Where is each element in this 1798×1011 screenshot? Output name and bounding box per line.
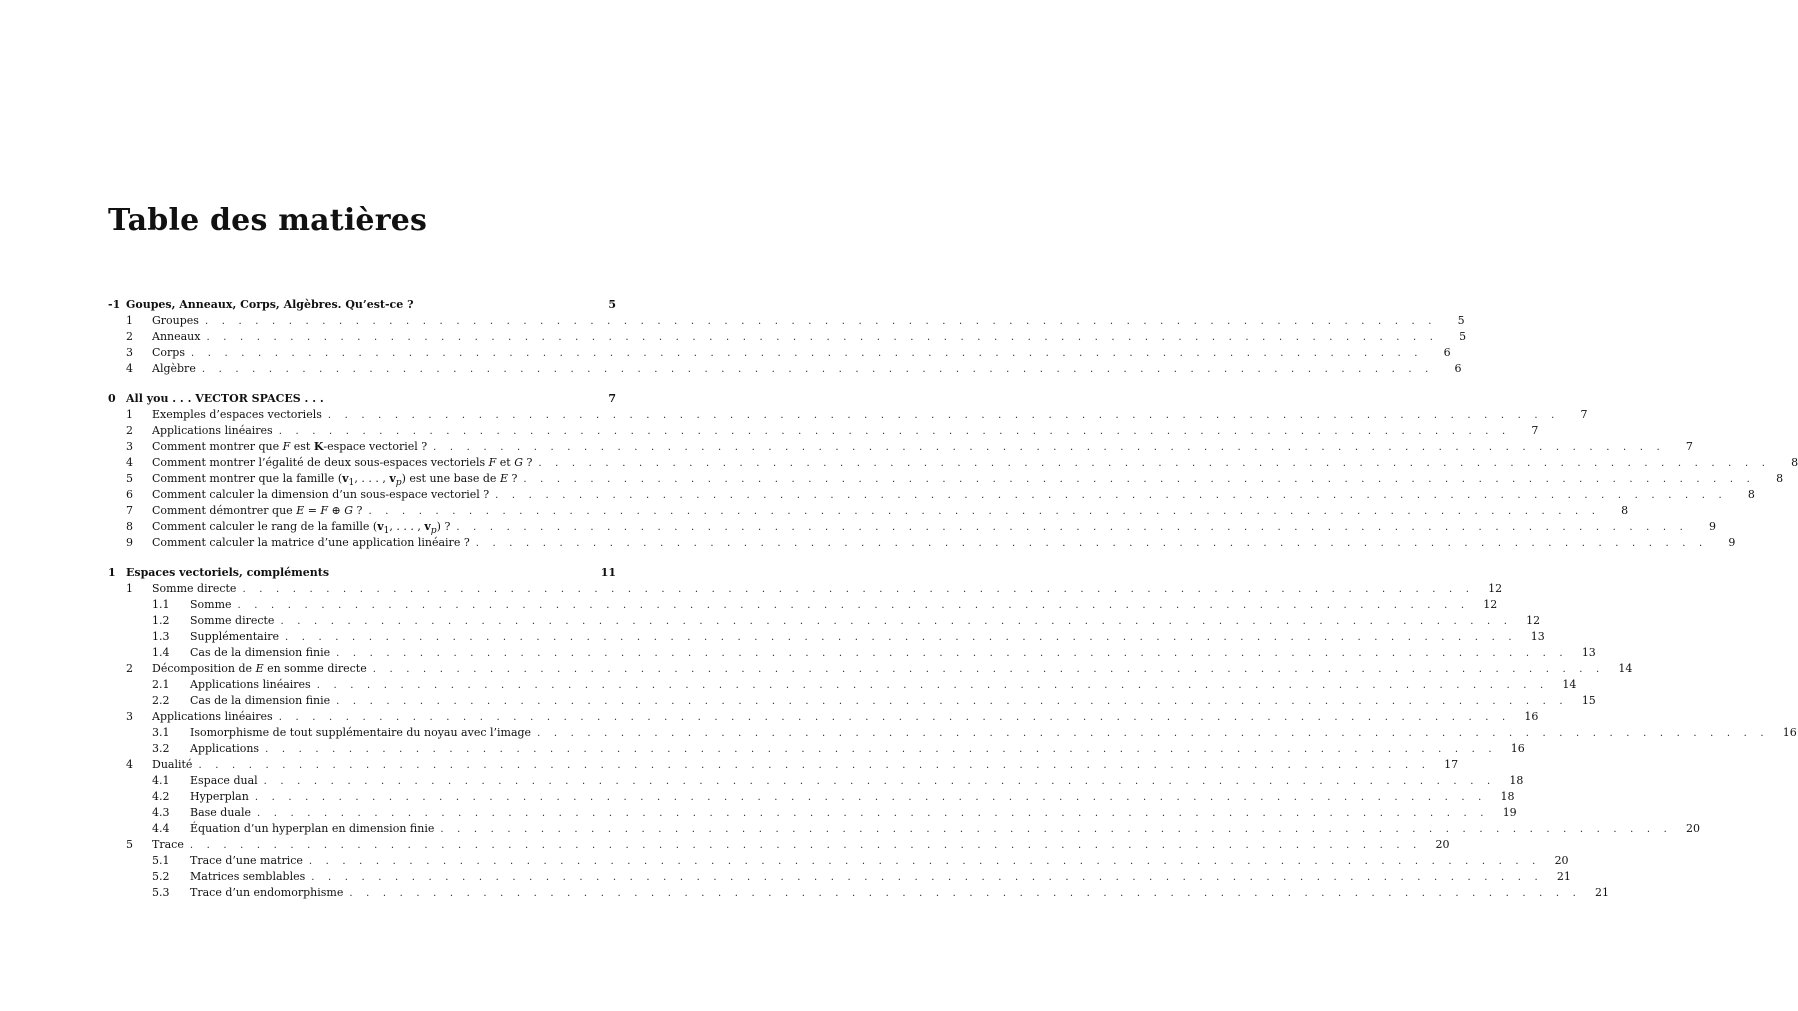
dot-leader — [538, 456, 1770, 472]
title-part: et — [496, 456, 515, 469]
title-part: , . . . , — [354, 472, 390, 485]
section-number: 3 — [126, 710, 133, 723]
page-number: 8 — [1791, 456, 1798, 469]
dot-leader — [349, 886, 1581, 902]
page-number: 12 — [1526, 614, 1541, 627]
table-of-contents — [108, 297, 1798, 915]
subsection-number: 4.2 — [152, 790, 170, 803]
section-title: Trace — [152, 838, 184, 851]
section-title — [152, 439, 427, 455]
toc-entry-section[interactable] — [108, 455, 1798, 471]
subsection-number: 2.2 — [152, 694, 170, 707]
toc-entry-section[interactable] — [108, 423, 1539, 439]
toc-entry-subsection[interactable] — [108, 741, 1525, 757]
chapter-number: -1 — [108, 298, 121, 311]
chapter-number: 0 — [108, 392, 116, 405]
title-part: ) est une base de — [401, 472, 500, 485]
subsection-title: Équation d’un hyperplan en dimension finie — [190, 822, 435, 835]
title-part: Décomposition de — [152, 662, 256, 675]
subsection-number: 3.2 — [152, 742, 170, 755]
dot-leader — [206, 330, 1438, 346]
subsection-title: Matrices semblables — [190, 870, 306, 883]
dot-leader — [190, 838, 1422, 854]
toc-entry-subsection[interactable] — [108, 613, 1541, 629]
toc-entry-chapter[interactable] — [108, 565, 616, 581]
page-number: 9 — [1728, 536, 1736, 549]
math-symbol: v — [424, 520, 431, 533]
section-title: Comment calculer la matrice d’une application linéaire ? — [152, 536, 470, 549]
dot-leader — [440, 822, 1672, 838]
toc-entry-subsection[interactable] — [108, 693, 1596, 709]
page-number: 5 — [608, 298, 616, 311]
page-number: 8 — [1776, 472, 1784, 485]
dot-leader — [328, 408, 1560, 424]
math-symbol: K — [313, 440, 324, 453]
dot-leader — [476, 536, 1708, 552]
section-title: Dualité — [152, 758, 193, 771]
subsection-number: 2.1 — [152, 678, 170, 691]
section-number: 7 — [126, 504, 133, 517]
dot-leader — [257, 806, 1489, 822]
section-title: Algèbre — [152, 362, 196, 375]
title-part: Comment démontrer que — [152, 504, 297, 517]
title-part: Comment montrer que — [152, 440, 283, 453]
page-number: 14 — [1618, 662, 1633, 675]
math-symbol: G — [514, 456, 523, 469]
page-title: Table des matières — [108, 203, 428, 238]
math-subscript: p — [395, 477, 402, 489]
page-number: 11 — [600, 566, 616, 579]
math-symbol: v — [389, 472, 396, 485]
section-number: 2 — [126, 662, 133, 675]
page-number: 16 — [1524, 710, 1539, 723]
section-title — [152, 661, 367, 677]
page-number: 13 — [1530, 630, 1545, 643]
subsection-number: 5.3 — [152, 886, 170, 899]
dot-leader — [523, 472, 1755, 488]
subsection-title: Applications linéaires — [190, 678, 311, 691]
subsection-number: 1.2 — [152, 614, 170, 627]
subsection-number: 4.4 — [152, 822, 170, 835]
toc-entry-subsection[interactable] — [108, 597, 1498, 613]
page-number: 16 — [1510, 742, 1525, 755]
toc-entry-chapter[interactable] — [108, 391, 616, 407]
dot-leader — [238, 598, 1470, 614]
dot-leader — [202, 362, 1434, 378]
title-part: ? — [353, 504, 363, 517]
dot-leader — [317, 678, 1549, 694]
toc-entry-subsection[interactable] — [108, 725, 1797, 741]
dot-leader — [537, 726, 1769, 742]
title-part: ? — [507, 472, 518, 485]
toc-entry-chapter[interactable] — [108, 297, 616, 313]
toc-entry-subsection[interactable] — [108, 821, 1701, 837]
math-symbol: E — [499, 472, 508, 485]
page-number: 7 — [1580, 408, 1588, 421]
title-part: ? — [523, 456, 533, 469]
section-title: Groupes — [152, 314, 199, 327]
dot-leader — [191, 346, 1423, 362]
page-number: 9 — [1709, 520, 1717, 533]
toc-entry-subsection[interactable] — [108, 885, 1609, 901]
dot-leader — [198, 758, 1430, 774]
section-number: 8 — [126, 520, 133, 533]
toc-entry-section[interactable] — [108, 709, 1539, 725]
title-part: -espace vectoriel ? — [323, 440, 428, 453]
toc-entry-subsection[interactable] — [108, 677, 1577, 693]
title-part: Comment montrer l’égalité de deux sous-espaces vectoriels — [152, 456, 489, 469]
page-number: 21 — [1556, 870, 1571, 883]
page-number: 7 — [1685, 440, 1693, 453]
math-subscript: p — [430, 525, 437, 537]
toc-entry-section[interactable] — [108, 345, 1451, 361]
page-number: 18 — [1509, 774, 1524, 787]
toc-entry-subsection[interactable] — [108, 853, 1569, 869]
subsection-number: 4.3 — [152, 806, 170, 819]
page-number: 17 — [1444, 758, 1459, 771]
section-title: Somme directe — [152, 582, 237, 595]
toc-entry-section[interactable] — [108, 519, 1717, 537]
dot-leader — [205, 314, 1437, 330]
section-title: Exemples d’espaces vectoriels — [152, 408, 322, 421]
dot-leader — [368, 504, 1600, 520]
subsection-number: 1.3 — [152, 630, 170, 643]
math-symbol: E — [255, 662, 264, 675]
toc-entry-section[interactable] — [108, 313, 1465, 329]
dot-leader — [279, 424, 1511, 440]
toc-entry-subsection[interactable] — [108, 629, 1545, 645]
section-number: 1 — [126, 582, 133, 595]
title-part: est — [290, 440, 314, 453]
title-part: Comment montrer que la famille ( — [152, 472, 343, 485]
page-number: 18 — [1500, 790, 1515, 803]
subsection-title: Cas de la dimension finie — [190, 694, 331, 707]
page-number: 15 — [1581, 694, 1596, 707]
dot-leader — [309, 854, 1541, 870]
subsection-title: Applications — [190, 742, 260, 755]
dot-leader — [495, 488, 1727, 504]
toc-entry-section[interactable] — [108, 329, 1467, 345]
page-number: 12 — [1488, 582, 1503, 595]
page-number: 16 — [1782, 726, 1797, 739]
toc-entry-section[interactable] — [108, 361, 1462, 377]
subsection-number: 5.2 — [152, 870, 170, 883]
section-number: 9 — [126, 536, 133, 549]
page-number: 8 — [1621, 504, 1629, 517]
page-number: 7 — [1531, 424, 1539, 437]
subsection-title: Hyperplan — [190, 790, 249, 803]
page-number: 12 — [1483, 598, 1498, 611]
section-title: Applications linéaires — [152, 710, 273, 723]
toc-entry-section[interactable] — [108, 471, 1784, 489]
section-number: 3 — [126, 440, 133, 453]
dot-leader — [285, 630, 1517, 646]
toc-entry-section[interactable] — [108, 503, 1629, 519]
toc-entry-subsection[interactable] — [108, 869, 1571, 885]
dot-leader — [456, 520, 1688, 536]
subsection-number: 1.1 — [152, 598, 170, 611]
math-symbol: F — [488, 456, 497, 469]
dot-leader — [373, 662, 1605, 678]
subsection-title: Somme — [190, 598, 232, 611]
title-part: Comment calculer le rang de la famille ( — [152, 520, 378, 533]
section-number: 1 — [126, 314, 133, 327]
section-number: 3 — [126, 346, 133, 359]
dot-leader — [265, 742, 1497, 758]
subsection-title: Base duale — [190, 806, 252, 819]
title-part: en somme directe — [263, 662, 367, 675]
section-number: 6 — [126, 488, 133, 501]
dot-leader — [280, 614, 1512, 630]
page-number: 14 — [1562, 678, 1577, 691]
toc-entry-subsection[interactable] — [108, 805, 1517, 821]
subsection-title: Somme directe — [190, 614, 275, 627]
toc-entry-section[interactable] — [108, 581, 1503, 597]
math-symbol: E = F ⊕ G — [296, 504, 354, 517]
subsection-title: Cas de la dimension finie — [190, 646, 331, 659]
section-number: 5 — [126, 838, 133, 851]
toc-entry-subsection[interactable] — [108, 645, 1596, 661]
section-title: Anneaux — [152, 330, 201, 343]
section-title: Comment calculer la dimension d’un sous-espace vectoriel ? — [152, 488, 490, 501]
section-title — [152, 503, 362, 519]
title-part: ) ? — [436, 520, 451, 533]
page-number: 5 — [1459, 330, 1467, 343]
toc-entry-section[interactable] — [108, 661, 1633, 677]
math-subscript: 1 — [383, 525, 390, 537]
dot-leader — [311, 870, 1543, 886]
section-number: 4 — [126, 456, 133, 469]
dot-leader — [336, 646, 1568, 662]
math-subscript: 1 — [348, 477, 355, 489]
subsection-number: 4.1 — [152, 774, 170, 787]
toc-entry-section[interactable] — [108, 837, 1450, 853]
section-title: Applications linéaires — [152, 424, 273, 437]
page-number: 20 — [1686, 822, 1701, 835]
subsection-title: Espace dual — [190, 774, 258, 787]
page-number: 8 — [1747, 488, 1755, 501]
toc-entry-section[interactable] — [108, 407, 1588, 423]
chapter-title: All you . . . VECTOR SPACES . . . — [126, 392, 324, 405]
dot-leader — [279, 710, 1511, 726]
dot-leader — [336, 694, 1568, 710]
page-number: 20 — [1435, 838, 1450, 851]
dot-leader — [433, 440, 1665, 456]
subsection-number: 5.1 — [152, 854, 170, 867]
page-number: 13 — [1581, 646, 1596, 659]
chapter-1 — [108, 565, 1797, 901]
toc-entry-section[interactable] — [108, 535, 1736, 551]
chapter-title: Goupes, Anneaux, Corps, Algèbres. Qu’est-ce ? — [126, 298, 414, 311]
chapter-title: Espaces vectoriels, compléments — [126, 566, 330, 579]
toc-entry-section[interactable] — [108, 439, 1693, 455]
toc-entry-subsection[interactable] — [108, 773, 1524, 789]
math-symbol: v — [342, 472, 349, 485]
math-symbol: v — [377, 520, 384, 533]
section-number: 1 — [126, 408, 133, 421]
dot-leader — [242, 582, 1474, 598]
subsection-title: Supplémentaire — [190, 630, 280, 643]
subsection-title: Isomorphisme de tout supplémentaire du noyau avec l’image — [190, 726, 532, 739]
page-number: 19 — [1502, 806, 1517, 819]
page-number: 20 — [1554, 854, 1569, 867]
section-number: 4 — [126, 362, 133, 375]
page-number: 6 — [1443, 346, 1451, 359]
chapter-minus-1 — [108, 297, 1467, 377]
section-number: 4 — [126, 758, 133, 771]
section-number: 2 — [126, 330, 133, 343]
section-title — [152, 455, 532, 471]
toc-entry-subsection[interactable] — [108, 789, 1515, 805]
math-symbol: F — [282, 440, 291, 453]
dot-leader — [264, 774, 1496, 790]
page-number: 5 — [1457, 314, 1465, 327]
section-number: 5 — [126, 472, 133, 485]
chapter-number: 1 — [108, 566, 116, 579]
toc-entry-section[interactable] — [108, 757, 1459, 773]
page-number: 6 — [1454, 362, 1462, 375]
section-title: Corps — [152, 346, 185, 359]
subsection-number: 3.1 — [152, 726, 170, 739]
subsection-title: Trace d’un endomorphisme — [190, 886, 344, 899]
section-number: 2 — [126, 424, 133, 437]
page-number: 21 — [1595, 886, 1609, 899]
toc-entry-section[interactable] — [108, 487, 1755, 503]
chapter-0 — [108, 391, 1798, 551]
dot-leader — [255, 790, 1487, 806]
subsection-title: Trace d’une matrice — [190, 854, 303, 867]
subsection-number: 1.4 — [152, 646, 170, 659]
page-number: 7 — [608, 392, 616, 405]
title-part: , . . . , — [389, 520, 425, 533]
